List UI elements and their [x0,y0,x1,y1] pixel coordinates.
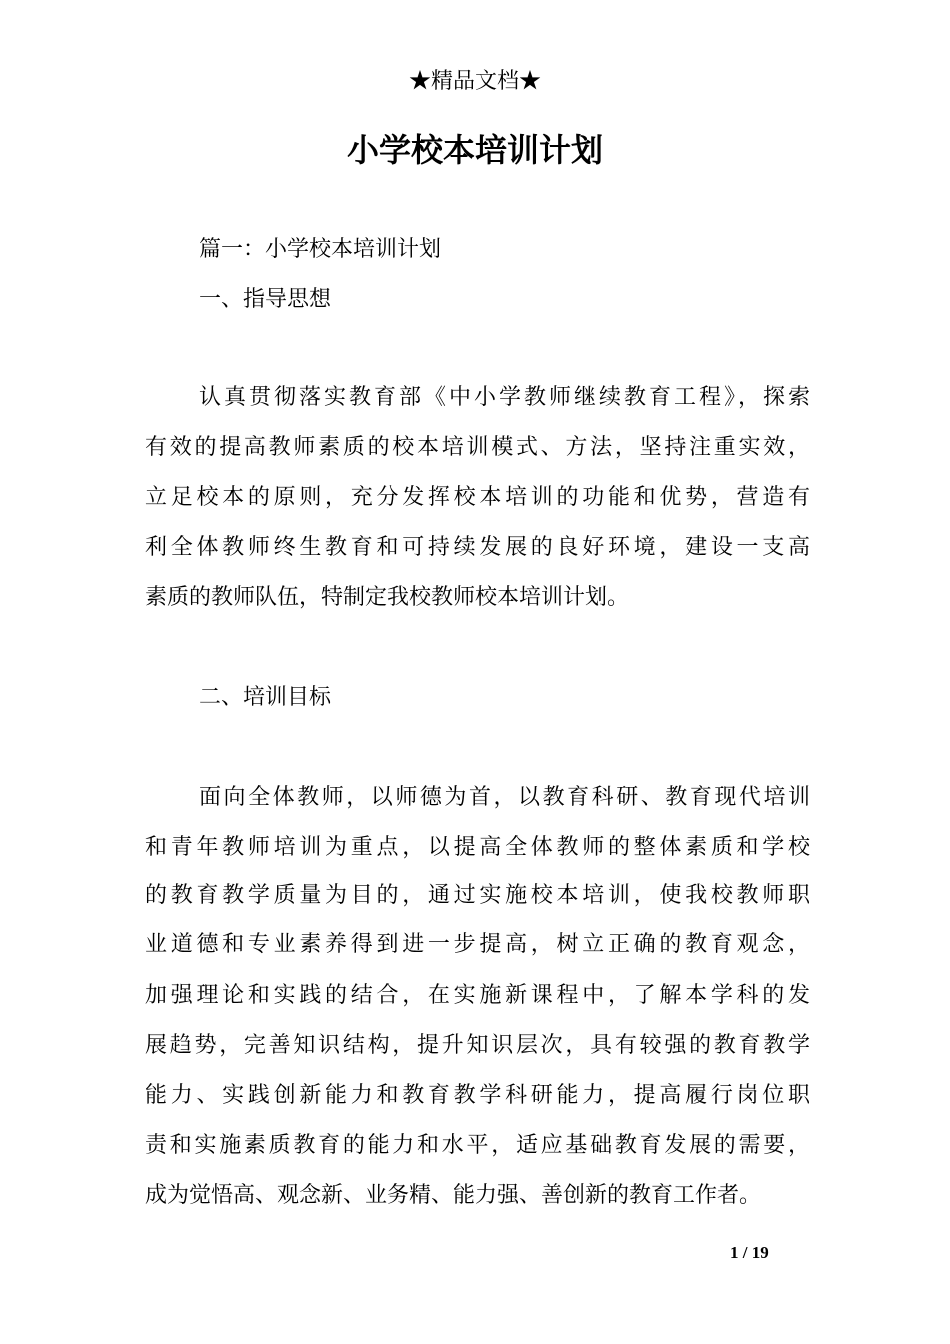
section1-line: 认真贯彻落实教育部《中小学教师继续教育工程》，探索 [199,385,810,410]
section2-line: 和青年教师培训为重点，以提高全体教师的整体素质和学校 [145,835,810,860]
section1-line: 利全体教师终生教育和可持续发展的良好环境，建设一支高 [145,535,810,560]
section1-line: 素质的教师队伍，特制定我校教师校本培训计划。 [145,585,630,610]
section1-line: 立足校本的原则，充分发挥校本培训的功能和优势，营造有 [145,485,810,510]
section2-line: 能力、实践创新能力和教育教学科研能力，提高履行岗位职 [145,1083,810,1108]
section1-line: 有效的提高教师素质的校本培训模式、方法，坚持注重实效， [145,435,810,460]
document-title: 小学校本培训计划 [346,131,603,169]
section2-line: 展趋势，完善知识结构，提升知识层次，具有较强的教育教学 [145,1033,810,1058]
section2-line: 责和实施素质教育的能力和水平，适应基础教育发展的需要， [145,1133,810,1158]
section2-line: 加强理论和实践的结合，在实施新课程中，了解本学科的发 [145,983,810,1008]
section2-line: 面向全体教师，以师德为首，以教育科研、教育现代培训 [199,785,810,810]
section2-line: 成为觉悟高、观念新、业务精、能力强、善创新的教育工作者。 [145,1183,762,1208]
document-header-mark: ★精品文档★ [408,69,541,94]
section2-heading: 二、培训目标 [199,685,332,710]
page-number: 1 / 19 [730,1243,769,1262]
section1-heading: 一、指导思想 [199,287,332,312]
subtitle: 篇一：小学校本培训计划 [199,237,442,262]
section2-line: 业道德和专业素养得到进一步提高，树立正确的教育观念， [145,932,810,957]
section2-line: 的教育教学质量为目的，通过实施校本培训，使我校教师职 [145,883,810,908]
